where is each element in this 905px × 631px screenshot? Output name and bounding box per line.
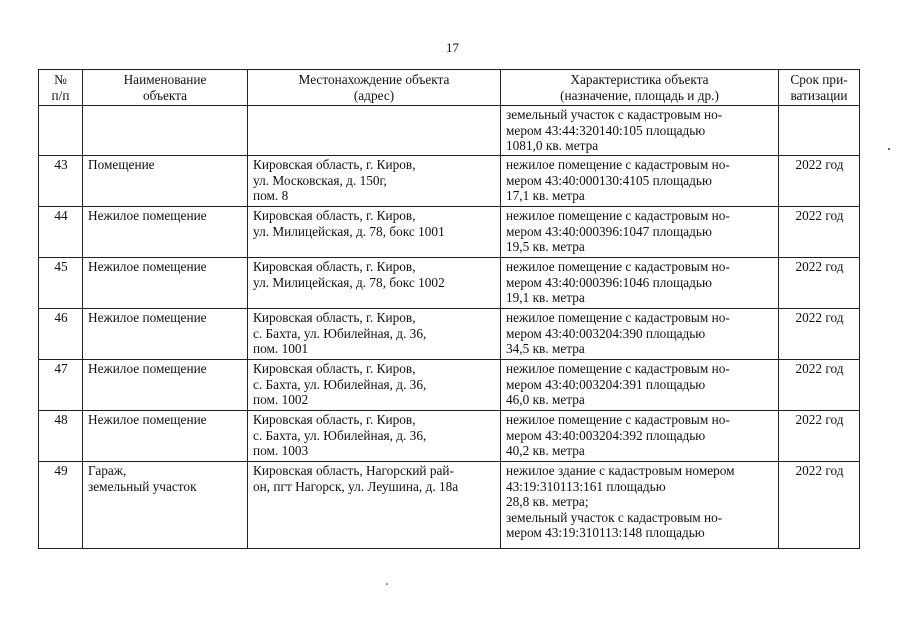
cell-name: Гараж, земельный участок [83,462,248,549]
cell-characteristic: нежилое помещение с кадастровым но- мером 43:40:000130:4105 площадью 17,1 кв. метра [501,156,779,207]
cell-term: 2022 год [779,309,860,360]
cell-name: Нежилое помещение [83,207,248,258]
cell-num: 48 [39,411,83,462]
cell-term: 2022 год [779,258,860,309]
header-address: Местонахождение объекта (адрес) [248,70,501,106]
scan-speck [386,583,388,585]
table-row-continuation [39,106,860,156]
header-term: Срок при- ватизации [779,70,860,106]
header-name: Наименование объекта [83,70,248,106]
cell-address: Кировская область, г. Киров, ул. Милицейская, д. 78, бокс 1001 [248,207,501,258]
cell-characteristic: нежилое помещение с кадастровым но- мером 43:40:000396:1047 площадью 19,5 кв. метра [501,207,779,258]
cell-address: Кировская область, Нагорский рай- он, пгт Нагорск, ул. Леушина, д. 18а [248,462,501,549]
cell-name: Помещение [83,156,248,207]
cell-name: Нежилое помещение [83,258,248,309]
page-number: 17 [446,40,459,55]
cell-term: 2022 год [779,156,860,207]
cell-address [248,106,501,156]
cell-name: Нежилое помещение [83,309,248,360]
cell-address: Кировская область, г. Киров, ул. Московская, д. 150г, пом. 8 [248,156,501,207]
cell-num: 49 [39,462,83,549]
table-row [39,309,860,360]
cell-term: 2022 год [779,207,860,258]
table-row [39,360,860,411]
cell-characteristic: нежилое помещение с кадастровым но- мером 43:40:003204:390 площадью 34,5 кв. метра [501,309,779,360]
cell-num [39,106,83,156]
table-row [39,207,860,258]
cell-term: 2022 год [779,360,860,411]
cell-num: 46 [39,309,83,360]
table-row [39,462,860,549]
cell-address: Кировская область, г. Киров, с. Бахта, ул. Юбилейная, д. 36, пом. 1003 [248,411,501,462]
cell-num: 44 [39,207,83,258]
cell-name: Нежилое помещение [83,360,248,411]
cell-characteristic: нежилое помещение с кадастровым но- мером 43:40:003204:392 площадью 40,2 кв. метра [501,411,779,462]
cell-term [779,106,860,156]
cell-address: Кировская область, г. Киров, с. Бахта, ул. Юбилейная, д. 36, пом. 1002 [248,360,501,411]
table-row [39,411,860,462]
privatization-table [38,69,860,549]
table-row [39,156,860,207]
cell-name [83,106,248,156]
cell-address: Кировская область, г. Киров, ул. Милицейская, д. 78, бокс 1002 [248,258,501,309]
cell-characteristic: нежилое помещение с кадастровым но- мером 43:40:000396:1046 площадью 19,1 кв. метра [501,258,779,309]
cell-term: 2022 год [779,411,860,462]
scan-speck [888,148,890,150]
cell-num: 45 [39,258,83,309]
cell-name: Нежилое помещение [83,411,248,462]
cell-characteristic: нежилое здание с кадастровым номером 43:19:310113:161 площадью 28,8 кв. метра; земельный участок с кадастровым но- мером 43:19:310113:148 площадью [501,462,779,549]
header-num: № п/п [39,70,83,106]
cell-term: 2022 год [779,462,860,549]
header-characteristic: Характеристика объекта (назначение, площадь и др.) [501,70,779,106]
cell-num: 43 [39,156,83,207]
header-row [39,70,860,106]
cell-num: 47 [39,360,83,411]
cell-characteristic: нежилое помещение с кадастровым но- мером 43:40:003204:391 площадью 46,0 кв. метра [501,360,779,411]
cell-characteristic: земельный участок с кадастровым но- мером 43:44:320140:105 площадью 1081,0 кв. метра [501,106,779,156]
cell-address: Кировская область, г. Киров, с. Бахта, ул. Юбилейная, д. 36, пом. 1001 [248,309,501,360]
table-row [39,258,860,309]
